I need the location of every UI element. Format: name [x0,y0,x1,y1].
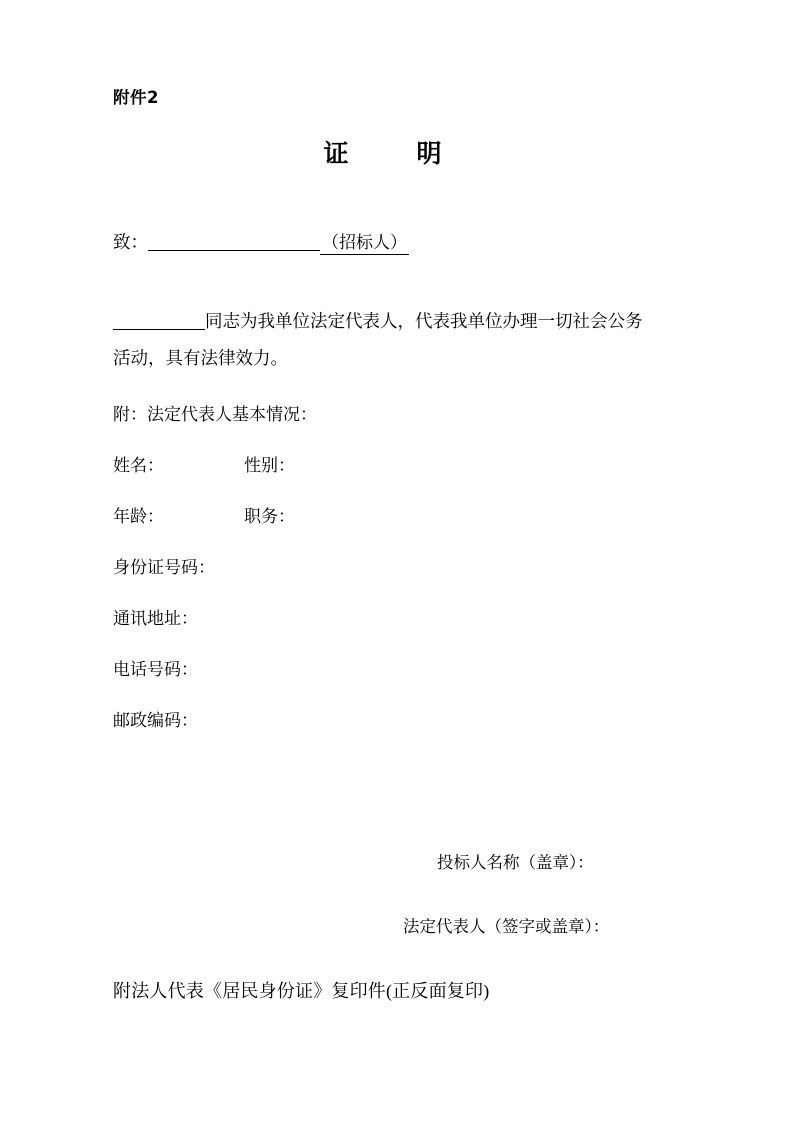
addressee-label: 致： [113,231,148,252]
field-label-name: 姓名： [113,456,164,476]
signature-block [113,849,688,937]
addressee-row [113,228,688,255]
field-row [113,553,688,578]
field-row [113,706,688,731]
field-label-phone: 电话号码： [113,660,198,680]
page-title: 证 明 [323,138,448,168]
representative-name-blank-field[interactable] [113,310,205,330]
field-label-position: 职务： [244,507,295,527]
addressee-blank-field[interactable] [148,231,320,251]
signature-legal-representative: 法定代表人（签字或盖章）： [403,917,610,937]
field-row [113,502,688,527]
body-paragraph [113,303,688,378]
field-row [113,451,688,476]
body-line-2: 活动，具有法律效力。 [113,348,288,369]
sub-heading: 附：法定代表人基本情况： [113,405,317,425]
field-label-id-number: 身份证号码： [113,558,215,578]
field-label-postcode: 邮政编码： [113,711,198,731]
field-row [113,655,688,680]
field-label-address: 通讯地址： [113,609,198,629]
field-label-gender: 性别： [244,456,295,476]
field-row [113,604,688,629]
signature-bidder-name: 投标人名称（盖章）： [437,853,594,873]
attachment-label: 附件2 [113,88,159,107]
field-label-age: 年龄： [113,507,164,527]
addressee-tail-label: （招标人） [320,228,409,255]
footer-note: 附法人代表《居民身份证》复印件(正反面复印) [113,981,490,1002]
body-line-1: 同志为我单位法定代表人，代表我单位办理一切社会公务 [205,310,643,331]
